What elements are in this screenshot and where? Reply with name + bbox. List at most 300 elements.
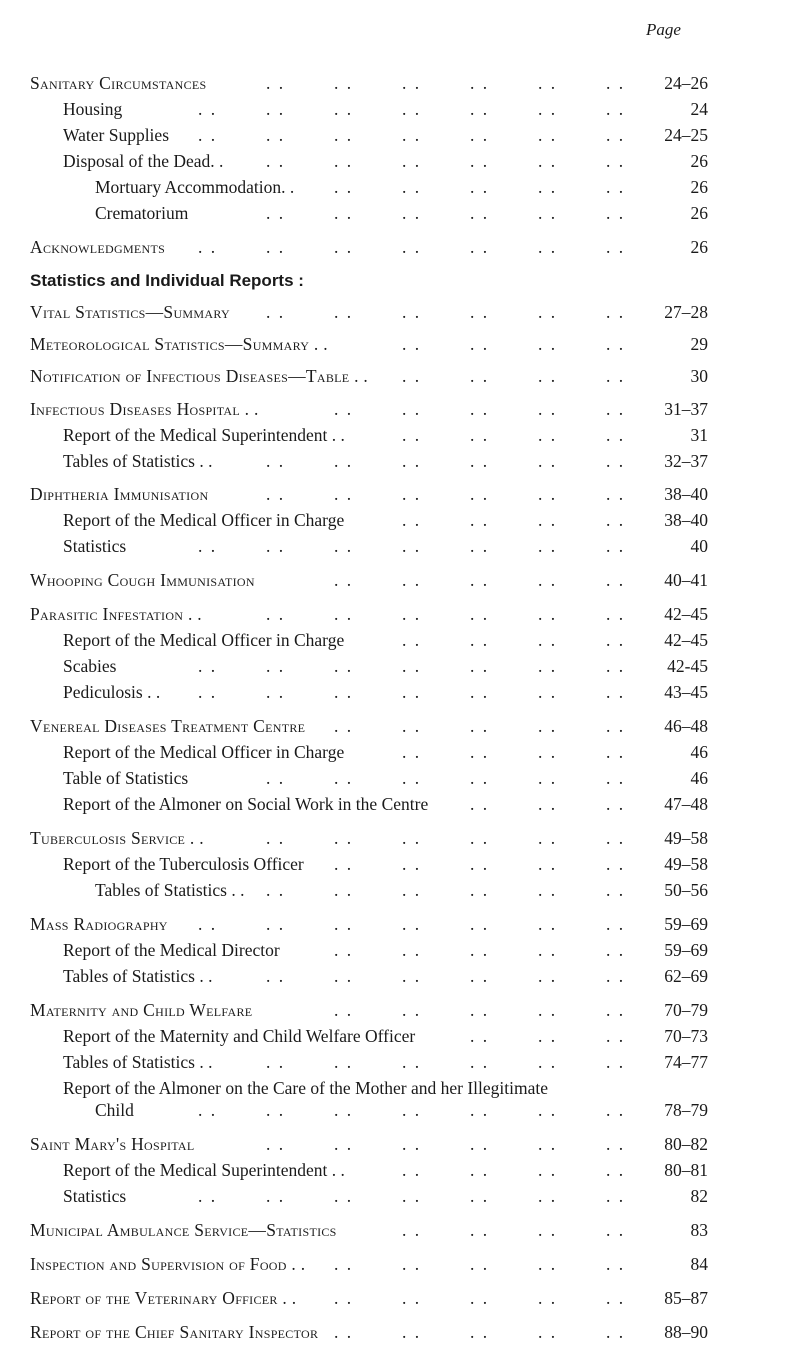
toc-entry-label: Scabies — [63, 656, 117, 676]
page-column-header: Page — [646, 20, 681, 39]
leader-dot: . . — [606, 451, 626, 471]
leader-dot: . . — [470, 1052, 490, 1072]
toc-entry-label: Report of the Medical Director — [63, 940, 280, 960]
leader-dot: . . — [538, 334, 558, 354]
leader-dot: . . — [470, 1100, 490, 1120]
leader-dot: . . — [538, 794, 558, 814]
toc-entry-page: 59–69 — [664, 914, 708, 934]
leader-dot: . . — [606, 99, 626, 119]
toc-entry-label: Meteorological Statistics—Summary . . — [30, 334, 328, 354]
toc-entry-page: 38–40 — [664, 484, 708, 504]
leader-dot: . . — [334, 768, 354, 788]
leader-dot: . . — [538, 570, 558, 590]
leader-dot: . . — [402, 1134, 422, 1154]
toc-entry — [0, 965, 800, 991]
toc-entry — [0, 913, 800, 939]
leader-dot: . . — [334, 1052, 354, 1072]
toc-entry-label: Sanitary Circumstances — [30, 73, 207, 93]
leader-dot: . . — [470, 716, 490, 736]
leader-dot: . . — [402, 536, 422, 556]
leader-dot: . . — [266, 451, 286, 471]
leader-dot: . . — [402, 940, 422, 960]
toc-entry — [0, 1253, 800, 1279]
toc-entry-label: Housing — [63, 99, 123, 119]
leader-dot: . . — [470, 1000, 490, 1020]
toc-entry-label: Statistics — [63, 1186, 127, 1206]
leader-dot: . . — [538, 1288, 558, 1308]
toc-entry-page: 80–82 — [664, 1134, 708, 1154]
leader-dot: . . — [538, 1186, 558, 1206]
toc-entry-page: 26 — [690, 237, 708, 257]
leader-dot: . . — [402, 656, 422, 676]
leader-dot: . . — [606, 1254, 626, 1274]
toc-entry — [0, 150, 800, 176]
leader-dot: . . — [606, 1026, 626, 1046]
leader-dot: . . — [606, 536, 626, 556]
leader-dot: . . — [334, 1000, 354, 1020]
leader-dot: . . — [402, 570, 422, 590]
leader-dot: . . — [402, 1160, 422, 1180]
leader-dot: . . — [470, 630, 490, 650]
leader-dot: . . — [538, 484, 558, 504]
leader-dot: . . — [334, 125, 354, 145]
leader-dot: . . — [538, 914, 558, 934]
leader-dot: . . — [606, 630, 626, 650]
leader-dot: . . — [402, 334, 422, 354]
leader-dot: . . — [470, 742, 490, 762]
leader-dot: . . — [470, 125, 490, 145]
leader-dot: . . — [538, 99, 558, 119]
leader-dot: . . — [538, 630, 558, 650]
leader-dot: . . — [538, 399, 558, 419]
toc-entry-label: Vital Statistics—Summary — [30, 302, 230, 322]
toc-entry-page: 24–26 — [664, 73, 708, 93]
toc-entry — [0, 767, 800, 793]
leader-dot: . . — [402, 99, 422, 119]
leader-dot: . . — [538, 237, 558, 257]
leader-dot: . . — [334, 828, 354, 848]
toc-entry — [0, 1287, 800, 1313]
toc-entry-page: 46 — [690, 742, 708, 762]
toc-entry — [0, 1219, 800, 1245]
leader-dot: . . — [470, 854, 490, 874]
leader-dot: . . — [606, 1052, 626, 1072]
toc-entry-label: Table of Statistics — [63, 768, 189, 788]
toc-entry-label: Report of the Medical Superintendent . . — [63, 425, 345, 445]
leader-dot: . . — [198, 125, 218, 145]
leader-dot: . . — [538, 854, 558, 874]
toc-entry — [0, 603, 800, 629]
toc-entry-page: 26 — [690, 177, 708, 197]
leader-dot: . . — [334, 716, 354, 736]
leader-dot: . . — [402, 1220, 422, 1240]
leader-dot: . . — [606, 510, 626, 530]
toc-entry-label: Venereal Diseases Treatment Centre — [30, 716, 306, 736]
toc-entry-label: Disposal of the Dead. . — [63, 151, 224, 171]
leader-dot: . . — [198, 1186, 218, 1206]
leader-dot: . . — [538, 768, 558, 788]
leader-dot: . . — [470, 794, 490, 814]
toc-entry-label: Saint Mary's Hospital — [30, 1134, 195, 1154]
toc-entry-label: Tables of Statistics . . — [63, 451, 213, 471]
toc-entry — [0, 509, 800, 535]
toc-entry-label: Whooping Cough Immunisation — [30, 570, 255, 590]
leader-dot: . . — [402, 451, 422, 471]
leader-dot: . . — [266, 768, 286, 788]
toc-entry — [0, 1025, 800, 1051]
leader-dot: . . — [402, 1322, 422, 1342]
toc-entry — [0, 853, 800, 879]
toc-entry-page: 47–48 — [664, 794, 708, 814]
leader-dot: . . — [334, 682, 354, 702]
leader-dot: . . — [470, 451, 490, 471]
leader-dot: . . — [266, 302, 286, 322]
leader-dot: . . — [470, 484, 490, 504]
toc-entry-page: 40 — [690, 536, 708, 556]
toc-entry-label: Maternity and Child Welfare — [30, 1000, 253, 1020]
toc-entry-page: 70–73 — [664, 1026, 708, 1046]
leader-dot: . . — [334, 203, 354, 223]
leader-dot: . . — [198, 656, 218, 676]
leader-dot: . . — [538, 73, 558, 93]
leader-dot: . . — [334, 484, 354, 504]
leader-dot: . . — [606, 1322, 626, 1342]
leader-dot: . . — [266, 484, 286, 504]
leader-dot: . . — [470, 570, 490, 590]
leader-dot: . . — [334, 1322, 354, 1342]
leader-dot: . . — [606, 656, 626, 676]
leader-dot: . . — [538, 1052, 558, 1072]
toc-entry — [0, 333, 800, 359]
leader-dot: . . — [402, 1000, 422, 1020]
toc-entry-page: 31–37 — [664, 399, 708, 419]
toc-entry-page: 83 — [690, 1220, 708, 1240]
leader-dot: . . — [198, 99, 218, 119]
toc-entry-label: Tables of Statistics . . — [63, 966, 213, 986]
toc-entry — [0, 629, 800, 655]
leader-dot: . . — [538, 510, 558, 530]
leader-dot: . . — [334, 604, 354, 624]
leader-dot: . . — [470, 366, 490, 386]
toc-entry-page: 70–79 — [664, 1000, 708, 1020]
toc-entry — [0, 879, 800, 905]
leader-dot: . . — [606, 854, 626, 874]
leader-dot: . . — [334, 451, 354, 471]
leader-dot: . . — [470, 1160, 490, 1180]
leader-dot: . . — [470, 73, 490, 93]
leader-dot: . . — [538, 302, 558, 322]
toc-entry-page: 50–56 — [664, 880, 708, 900]
leader-dot: . . — [606, 177, 626, 197]
leader-dot: . . — [334, 1134, 354, 1154]
leader-dot: . . — [266, 828, 286, 848]
toc-entry-page: 46–48 — [664, 716, 708, 736]
leader-dot: . . — [402, 914, 422, 934]
leader-dot: . . — [470, 177, 490, 197]
leader-dot: . . — [538, 1134, 558, 1154]
leader-dot: . . — [606, 716, 626, 736]
toc-entry — [0, 1159, 800, 1185]
leader-dot: . . — [402, 177, 422, 197]
toc-entry — [0, 741, 800, 767]
toc-entry — [0, 72, 800, 98]
toc-entry — [0, 1185, 800, 1211]
leader-dot: . . — [606, 151, 626, 171]
leader-dot: . . — [198, 1100, 218, 1120]
leader-dot: . . — [470, 940, 490, 960]
leader-dot: . . — [538, 1026, 558, 1046]
leader-dot: . . — [470, 966, 490, 986]
leader-dot: . . — [538, 1160, 558, 1180]
leader-dot: . . — [470, 682, 490, 702]
leader-dot: . . — [266, 880, 286, 900]
leader-dot: . . — [334, 536, 354, 556]
leader-dot: . . — [266, 604, 286, 624]
leader-dot: . . — [606, 334, 626, 354]
toc-entry-page: 84 — [690, 1254, 708, 1274]
leader-dot: . . — [402, 425, 422, 445]
leader-dot: . . — [334, 399, 354, 419]
leader-dot: . . — [606, 1186, 626, 1206]
leader-dot: . . — [538, 366, 558, 386]
toc-entry-page: 24–25 — [664, 125, 708, 145]
leader-dot: . . — [402, 966, 422, 986]
toc-entry-label: Report of the Medical Officer in Charge — [63, 630, 345, 650]
toc-entry-label: Report of the Medical Officer in Charge — [63, 742, 345, 762]
leader-dot: . . — [334, 1186, 354, 1206]
toc-entry-label: Mass Radiography — [30, 914, 168, 934]
toc-entry-label: Child — [95, 1100, 134, 1120]
leader-dot: . . — [402, 151, 422, 171]
toc-entry — [0, 98, 800, 124]
leader-dot: . . — [538, 203, 558, 223]
leader-dot: . . — [606, 742, 626, 762]
toc-entry-page: 42–45 — [664, 630, 708, 650]
leader-dot: . . — [470, 604, 490, 624]
leader-dot: . . — [334, 1254, 354, 1274]
leader-dot: . . — [402, 630, 422, 650]
toc-entry-label: Infectious Diseases Hospital . . — [30, 399, 259, 419]
leader-dot: . . — [606, 1160, 626, 1180]
leader-dot: . . — [606, 880, 626, 900]
leader-dot: . . — [538, 151, 558, 171]
toc-entry-label: Report of the Maternity and Child Welfare Officer — [63, 1026, 416, 1046]
leader-dot: . . — [402, 366, 422, 386]
toc-entry-page: 85–87 — [664, 1288, 708, 1308]
toc-entry — [0, 655, 800, 681]
leader-dot: . . — [538, 716, 558, 736]
leader-dot: . . — [538, 966, 558, 986]
leader-dot: . . — [402, 1254, 422, 1274]
leader-dot: . . — [402, 1186, 422, 1206]
toc-entry-page: 62–69 — [664, 966, 708, 986]
toc-entry-label: Report of the Chief Sanitary Inspector — [30, 1322, 319, 1342]
toc-entry-label: Acknowledgments — [30, 237, 166, 257]
leader-dot: . . — [402, 510, 422, 530]
toc-entry-label: Report of the Almoner on Social Work in the Centre — [63, 794, 429, 814]
leader-dot: . . — [266, 914, 286, 934]
leader-dot: . . — [266, 1052, 286, 1072]
leader-dot: . . — [266, 682, 286, 702]
leader-dot: . . — [198, 237, 218, 257]
leader-dot: . . — [606, 570, 626, 590]
toc-entry-page: 49–58 — [664, 854, 708, 874]
leader-dot: . . — [402, 880, 422, 900]
toc-entry-page: 24 — [690, 99, 708, 119]
leader-dot: . . — [402, 1052, 422, 1072]
leader-dot: . . — [470, 302, 490, 322]
leader-dot: . . — [198, 682, 218, 702]
leader-dot: . . — [538, 1000, 558, 1020]
leader-dot: . . — [470, 334, 490, 354]
toc-entry — [0, 1321, 800, 1347]
leader-dot: . . — [538, 1254, 558, 1274]
leader-dot: . . — [334, 940, 354, 960]
toc-entry-page: 27–28 — [664, 302, 708, 322]
leader-dot: . . — [538, 1220, 558, 1240]
leader-dot: . . — [334, 914, 354, 934]
leader-dot: . . — [402, 768, 422, 788]
toc-entry — [0, 793, 800, 819]
leader-dot: . . — [470, 914, 490, 934]
toc-entry-label: Diphtheria Immunisation — [30, 484, 209, 504]
leader-dot: . . — [402, 125, 422, 145]
leader-dot: . . — [606, 1134, 626, 1154]
leader-dot: . . — [606, 828, 626, 848]
toc-entry-page: 49–58 — [664, 828, 708, 848]
toc-entry — [0, 1051, 800, 1077]
leader-dot: . . — [402, 604, 422, 624]
leader-dot: . . — [470, 203, 490, 223]
leader-dot: . . — [334, 966, 354, 986]
toc-entry-label: Statistics — [63, 536, 127, 556]
toc-entry-page: 78–79 — [664, 1100, 708, 1120]
toc-entry-label: Report of the Medical Officer in Charge — [63, 510, 345, 530]
toc-entry-page: 29 — [690, 334, 708, 354]
leader-dot: . . — [538, 125, 558, 145]
toc-entry-page: 59–69 — [664, 940, 708, 960]
toc-entry-label: Report of the Medical Superintendent . . — [63, 1160, 345, 1180]
leader-dot: . . — [606, 484, 626, 504]
toc-entry-page: 32–37 — [664, 451, 708, 471]
leader-dot: . . — [538, 880, 558, 900]
toc-entry — [0, 715, 800, 741]
toc-entry-page: 38–40 — [664, 510, 708, 530]
leader-dot: . . — [606, 966, 626, 986]
leader-dot: . . — [538, 425, 558, 445]
leader-dot: . . — [334, 1100, 354, 1120]
toc-entry-label: Municipal Ambulance Service—Statistics — [30, 1220, 337, 1240]
leader-dot: . . — [266, 1186, 286, 1206]
toc-entry — [0, 1133, 800, 1159]
leader-dot: . . — [198, 914, 218, 934]
leader-dot: . . — [470, 1322, 490, 1342]
toc-entry — [0, 424, 800, 450]
toc-entry-page: 88–90 — [664, 1322, 708, 1342]
leader-dot: . . — [334, 73, 354, 93]
toc-entry-label: Mortuary Accommodation. . — [95, 177, 295, 197]
toc-entry-label: Statistics and Individual Reports : — [30, 271, 304, 290]
toc-entry-label: Report of the Almoner on the Care of the Mother and her Illegitimate — [63, 1078, 548, 1098]
toc-entry-page: 26 — [690, 151, 708, 171]
leader-dot: . . — [470, 1186, 490, 1206]
leader-dot: . . — [606, 682, 626, 702]
leader-dot: . . — [606, 768, 626, 788]
toc-entry-page: 26 — [690, 203, 708, 223]
toc-entry — [0, 236, 800, 262]
leader-dot: . . — [470, 880, 490, 900]
leader-dot: . . — [538, 451, 558, 471]
leader-dot: . . — [402, 302, 422, 322]
toc-entry-label: Pediculosis . . — [63, 682, 161, 702]
toc-entry-label: Parasitic Infestation . . — [30, 604, 202, 624]
leader-dot: . . — [402, 742, 422, 762]
leader-dot: . . — [470, 768, 490, 788]
toc-entry-label: Tables of Statistics . . — [63, 1052, 213, 1072]
leader-dot: . . — [470, 399, 490, 419]
leader-dot: . . — [538, 604, 558, 624]
leader-dot: . . — [606, 914, 626, 934]
leader-dot: . . — [402, 854, 422, 874]
toc-entry-label: Water Supplies — [63, 125, 169, 145]
leader-dot: . . — [266, 203, 286, 223]
leader-dot: . . — [470, 510, 490, 530]
leader-dot: . . — [606, 1288, 626, 1308]
leader-dot: . . — [470, 425, 490, 445]
toc-entry-label: Inspection and Supervision of Food . . — [30, 1254, 306, 1274]
leader-dot: . . — [334, 1288, 354, 1308]
toc-entry-label: Notification of Infectious Diseases—Table . . — [30, 366, 369, 386]
toc-entry-label: Report of the Tuberculosis Officer — [63, 854, 304, 874]
toc-entry — [0, 999, 800, 1025]
leader-dot: . . — [334, 656, 354, 676]
leader-dot: . . — [266, 536, 286, 556]
leader-dot: . . — [470, 237, 490, 257]
toc-entry-label: Tables of Statistics . . — [95, 880, 245, 900]
toc-entry-page: 42–45 — [664, 604, 708, 624]
toc-entry — [0, 176, 800, 202]
toc-entry — [0, 483, 800, 509]
leader-dot: . . — [402, 682, 422, 702]
leader-dot: . . — [470, 1288, 490, 1308]
leader-dot: . . — [606, 1220, 626, 1240]
leader-dot: . . — [606, 73, 626, 93]
toc-entry — [0, 365, 800, 391]
leader-dot: . . — [470, 828, 490, 848]
leader-dot: . . — [266, 656, 286, 676]
toc-entry — [0, 827, 800, 853]
leader-dot: . . — [266, 1134, 286, 1154]
leader-dot: . . — [334, 237, 354, 257]
section-heading — [0, 270, 800, 296]
toc-entry — [0, 124, 800, 150]
leader-dot: . . — [266, 151, 286, 171]
leader-dot: . . — [266, 73, 286, 93]
leader-dot: . . — [538, 1322, 558, 1342]
toc-entry-label: Crematorium — [95, 203, 189, 223]
toc-entry-page: 46 — [690, 768, 708, 788]
leader-dot: . . — [538, 940, 558, 960]
leader-dot: . . — [538, 828, 558, 848]
leader-dot: . . — [538, 177, 558, 197]
leader-dot: . . — [470, 1254, 490, 1274]
toc-entry-page: 42-45 — [667, 656, 708, 676]
leader-dot: . . — [402, 203, 422, 223]
toc-entry-page: 31 — [690, 425, 708, 445]
leader-dot: . . — [266, 99, 286, 119]
leader-dot: . . — [538, 536, 558, 556]
leader-dot: . . — [402, 828, 422, 848]
